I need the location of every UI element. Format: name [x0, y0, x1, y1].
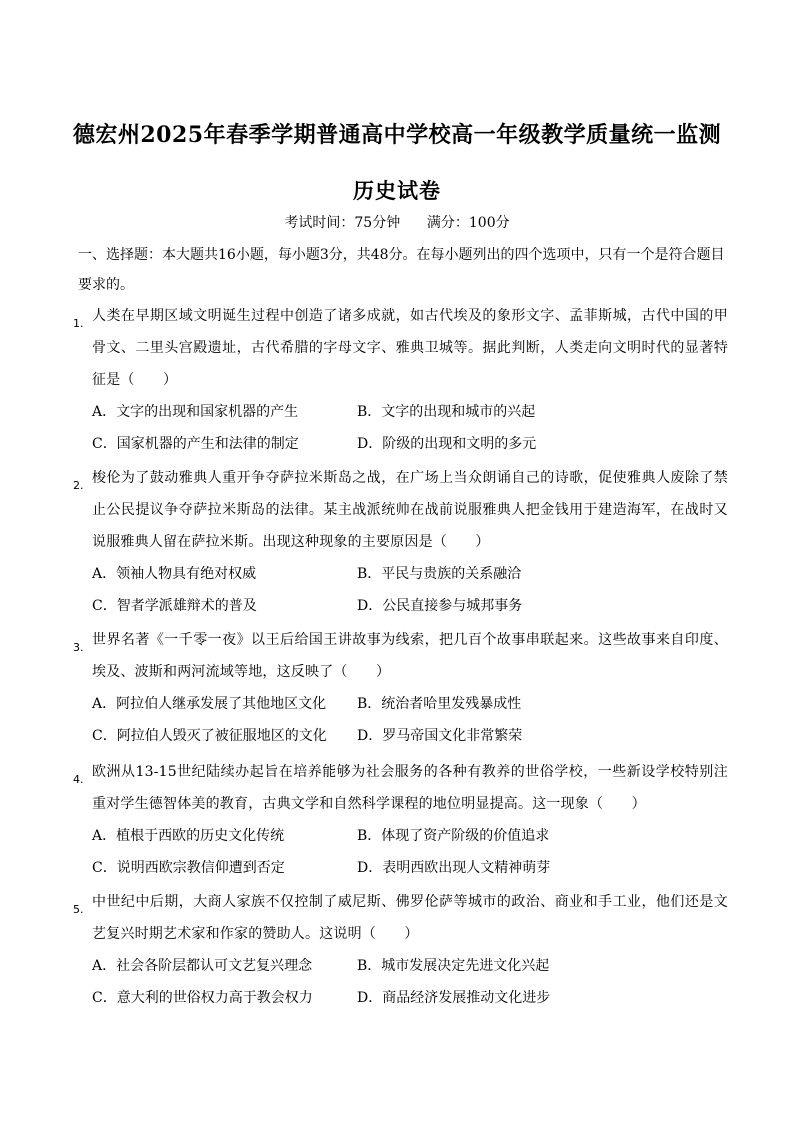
option-d[interactable]: D．阶级的出现和文明的多元 — [357, 436, 537, 452]
question-options — [92, 820, 728, 884]
option-d[interactable]: D．表明西欧出现人文精神萌芽 — [357, 860, 551, 876]
option-d[interactable]: D．商品经济发展推动文化进步 — [357, 990, 551, 1006]
section-heading: 一、选择题：本大题共16小题，每小题3分，共48分。在每小题列出的四个选项中，只有一个是符合题目要求的。 — [78, 247, 725, 293]
exam-title: 德宏州2025年春季学期普通高中学校高一年级教学质量统一监测 — [72, 122, 722, 148]
question-stem: 中世纪中后期，大商人家族不仅控制了威尼斯、佛罗伦萨等城市的政治、商业和手工业，他们还是文艺复兴时期艺术家和作家的赞助人。这说明（ ） — [92, 894, 728, 942]
question-number: 2. — [73, 479, 84, 492]
option-b[interactable]: B．城市发展决定先进文化兴起 — [357, 958, 550, 974]
question-stem: 梭伦为了鼓动雅典人重开争夺萨拉米斯岛之战，在广场上当众朗诵自己的诗歌，促使雅典人废除了禁止公民提议争夺萨拉米斯岛的法律。某主战派统帅在战前说服雅典人把金钱用于建造海军，在战时又说服雅典人留在萨拉米斯。出现这种现象的主要原因是（ ） — [92, 470, 728, 550]
option-b[interactable]: B．体现了资产阶级的价值追求 — [357, 828, 550, 844]
question-2 — [73, 462, 728, 622]
question-options — [92, 950, 728, 1014]
option-c[interactable]: C．国家机器的产生和法律的制定 — [92, 436, 299, 452]
question-5 — [73, 886, 728, 1014]
option-c[interactable]: C．说明西欧宗教信仰遭到否定 — [92, 860, 285, 876]
option-a[interactable]: A．社会各阶层都认可文艺复兴理念 — [92, 958, 313, 974]
question-stem: 欧洲从13-15世纪陆续办起旨在培养能够为社会服务的各种有教养的世俗学校，一些新设学校特别注重对学生德智体美的教育，古典文学和自然科学课程的地位明显提高。这一现象（ ） — [92, 764, 728, 812]
option-c[interactable]: C．阿拉伯人毁灭了被征服地区的文化 — [92, 728, 327, 744]
exam-info: 考试时间：75分钟 满分：100分 — [284, 215, 510, 231]
option-b[interactable]: B．文字的出现和城市的兴起 — [357, 404, 536, 420]
question-stem: 人类在早期区域文明诞生过程中创造了诸多成就，如古代埃及的象形文字、孟菲斯城，古代中国的甲骨文、二里头宫殿遗址，古代希腊的字母文字、雅典卫城等。据此判断，人类走向文明时代的显著特征是（ ） — [92, 308, 728, 388]
question-options — [92, 396, 728, 460]
question-3 — [73, 624, 728, 752]
option-b[interactable]: B．平民与贵族的关系融洽 — [357, 566, 522, 582]
question-1 — [73, 300, 728, 460]
option-b[interactable]: B．统治者哈里发残暴成性 — [357, 696, 522, 712]
option-c[interactable]: C．智者学派雄辩术的普及 — [92, 598, 257, 614]
subject-title: 历史试卷 — [353, 178, 441, 203]
option-a[interactable]: A．文字的出现和国家机器的产生 — [92, 404, 299, 420]
question-number: 3. — [73, 641, 84, 654]
option-d[interactable]: D．公民直接参与城邦事务 — [357, 598, 523, 614]
option-d[interactable]: D．罗马帝国文化非常繁荣 — [357, 728, 523, 744]
question-options — [92, 558, 728, 622]
question-4 — [73, 756, 728, 884]
option-a[interactable]: A．领袖人物具有绝对权威 — [92, 566, 257, 582]
question-options — [92, 688, 728, 752]
option-a[interactable]: A．阿拉伯人继承发展了其他地区文化 — [92, 696, 327, 712]
question-stem: 世界名著《一千零一夜》以王后给国王讲故事为线索，把几百个故事串联起来。这些故事来自印度、埃及、波斯和两河流域等地，这反映了（ ） — [92, 632, 728, 680]
option-c[interactable]: C．意大利的世俗权力高于教会权力 — [92, 990, 313, 1006]
question-number: 4. — [73, 773, 84, 786]
question-number: 1. — [73, 317, 84, 330]
question-number: 5. — [73, 903, 84, 916]
option-a[interactable]: A．植根于西欧的历史文化传统 — [92, 828, 285, 844]
